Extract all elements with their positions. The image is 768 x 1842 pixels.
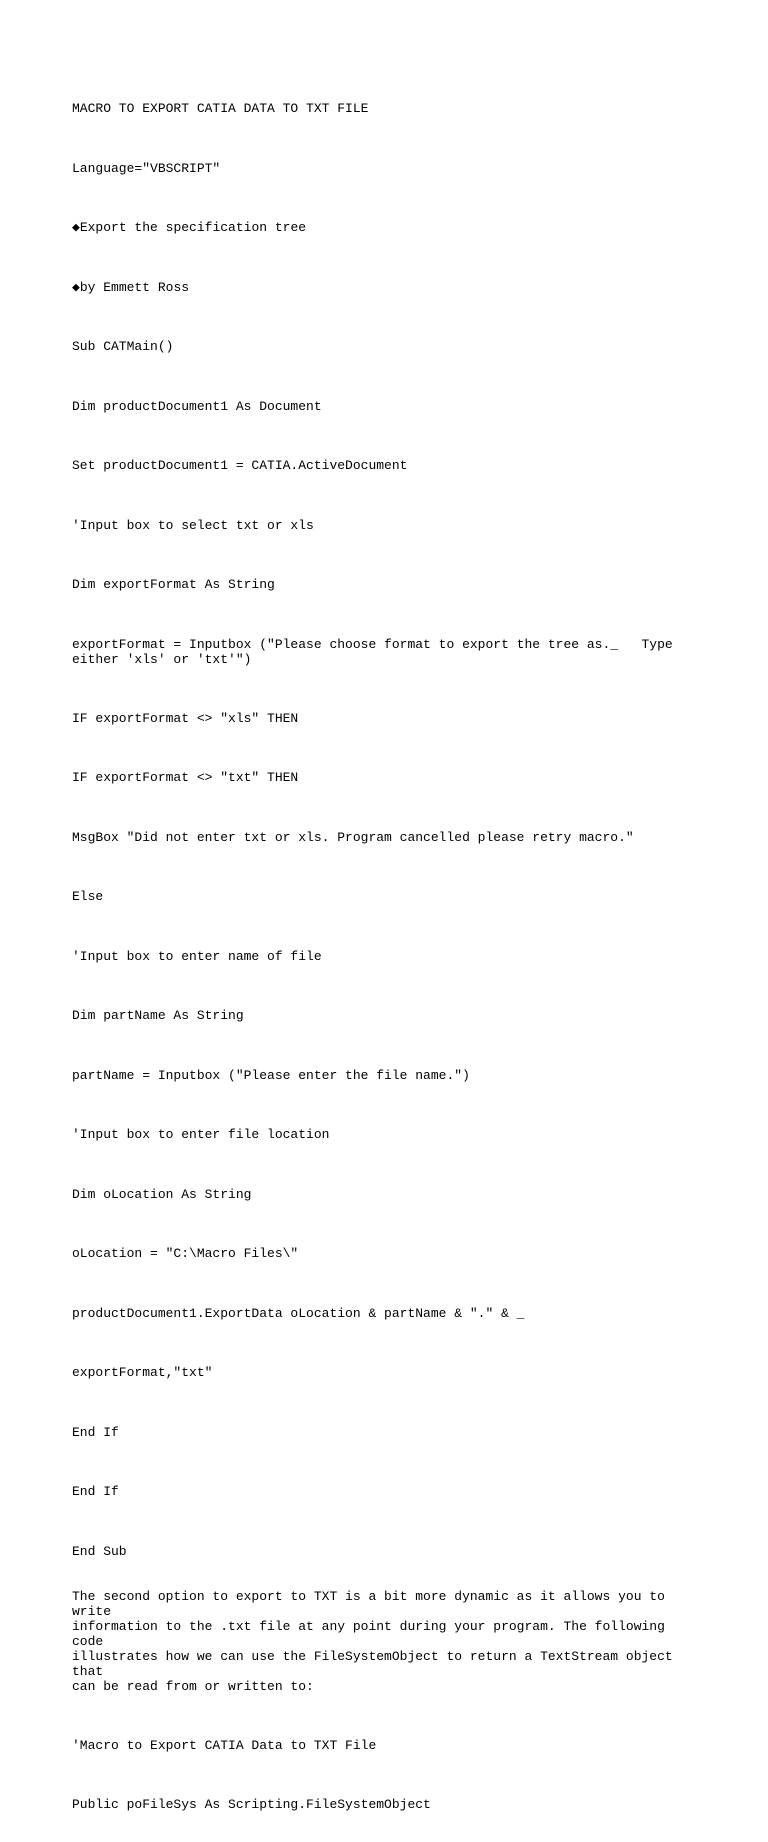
text-line: Language="VBSCRIPT" [72, 160, 221, 176]
text-line: Sub CATMain() [72, 339, 174, 354]
text-line: Set productDocument1 = CATIA.ActiveDocument [72, 458, 408, 473]
text-line: End If [72, 1424, 119, 1440]
text-line: Public poFileSys As Scripting.FileSystemObject [72, 1797, 431, 1812]
text-line: oLocation = "C:\Macro Files\" [72, 1246, 299, 1261]
text-line: Dim exportFormat As String [72, 577, 275, 592]
body-paragraph: The second option to export to TXT is a bit more dynamic as it allows you to write information to the .txt file at any point during your program. The following code illustrates how we can use the FileSystemObject to return a TextStream object that can be read from or written to: [72, 1588, 673, 1694]
text-line: Else [72, 889, 104, 904]
text-line: partName = Inputbox ("Please enter the file name.") [72, 1067, 470, 1083]
text-line: productDocument1.ExportData oLocation & partName & "." & _ [72, 1305, 525, 1321]
text-line: MsgBox "Did not enter txt or xls. Program cancelled please retry macro." [72, 829, 634, 845]
text-line: IF exportFormat <> "txt" THEN [72, 770, 299, 785]
text-line: 'Input box to enter file location [72, 1127, 330, 1142]
text-line: End Sub [72, 1543, 127, 1559]
text-line: exportFormat,"txt" [72, 1365, 213, 1380]
text-line: IF exportFormat <> "xls" THEN [72, 710, 299, 726]
text-line: MACRO TO EXPORT CATIA DATA TO TXT FILE [72, 101, 369, 116]
text-line: ◆Export the specification tree [72, 220, 307, 235]
text-line: ◆by Emmett Ross [72, 279, 190, 295]
text-line: Dim oLocation As String [72, 1186, 252, 1202]
text-line: 'Input box to select txt or xls [72, 517, 314, 533]
text-line: End If [72, 1484, 119, 1499]
document-page [72, 71, 702, 1842]
text-line: 'Macro to Export CATIA Data to TXT File [72, 1737, 377, 1753]
text-line: Dim productDocument1 As Document [72, 398, 322, 414]
text-line: Dim partName As String [72, 1008, 244, 1023]
text-line-wrapped: exportFormat = Inputbox ("Please choose format to export the tree as._ Type either 'xls' or 'txt'") [72, 636, 673, 667]
text-line: 'Input box to enter name of file [72, 948, 322, 964]
